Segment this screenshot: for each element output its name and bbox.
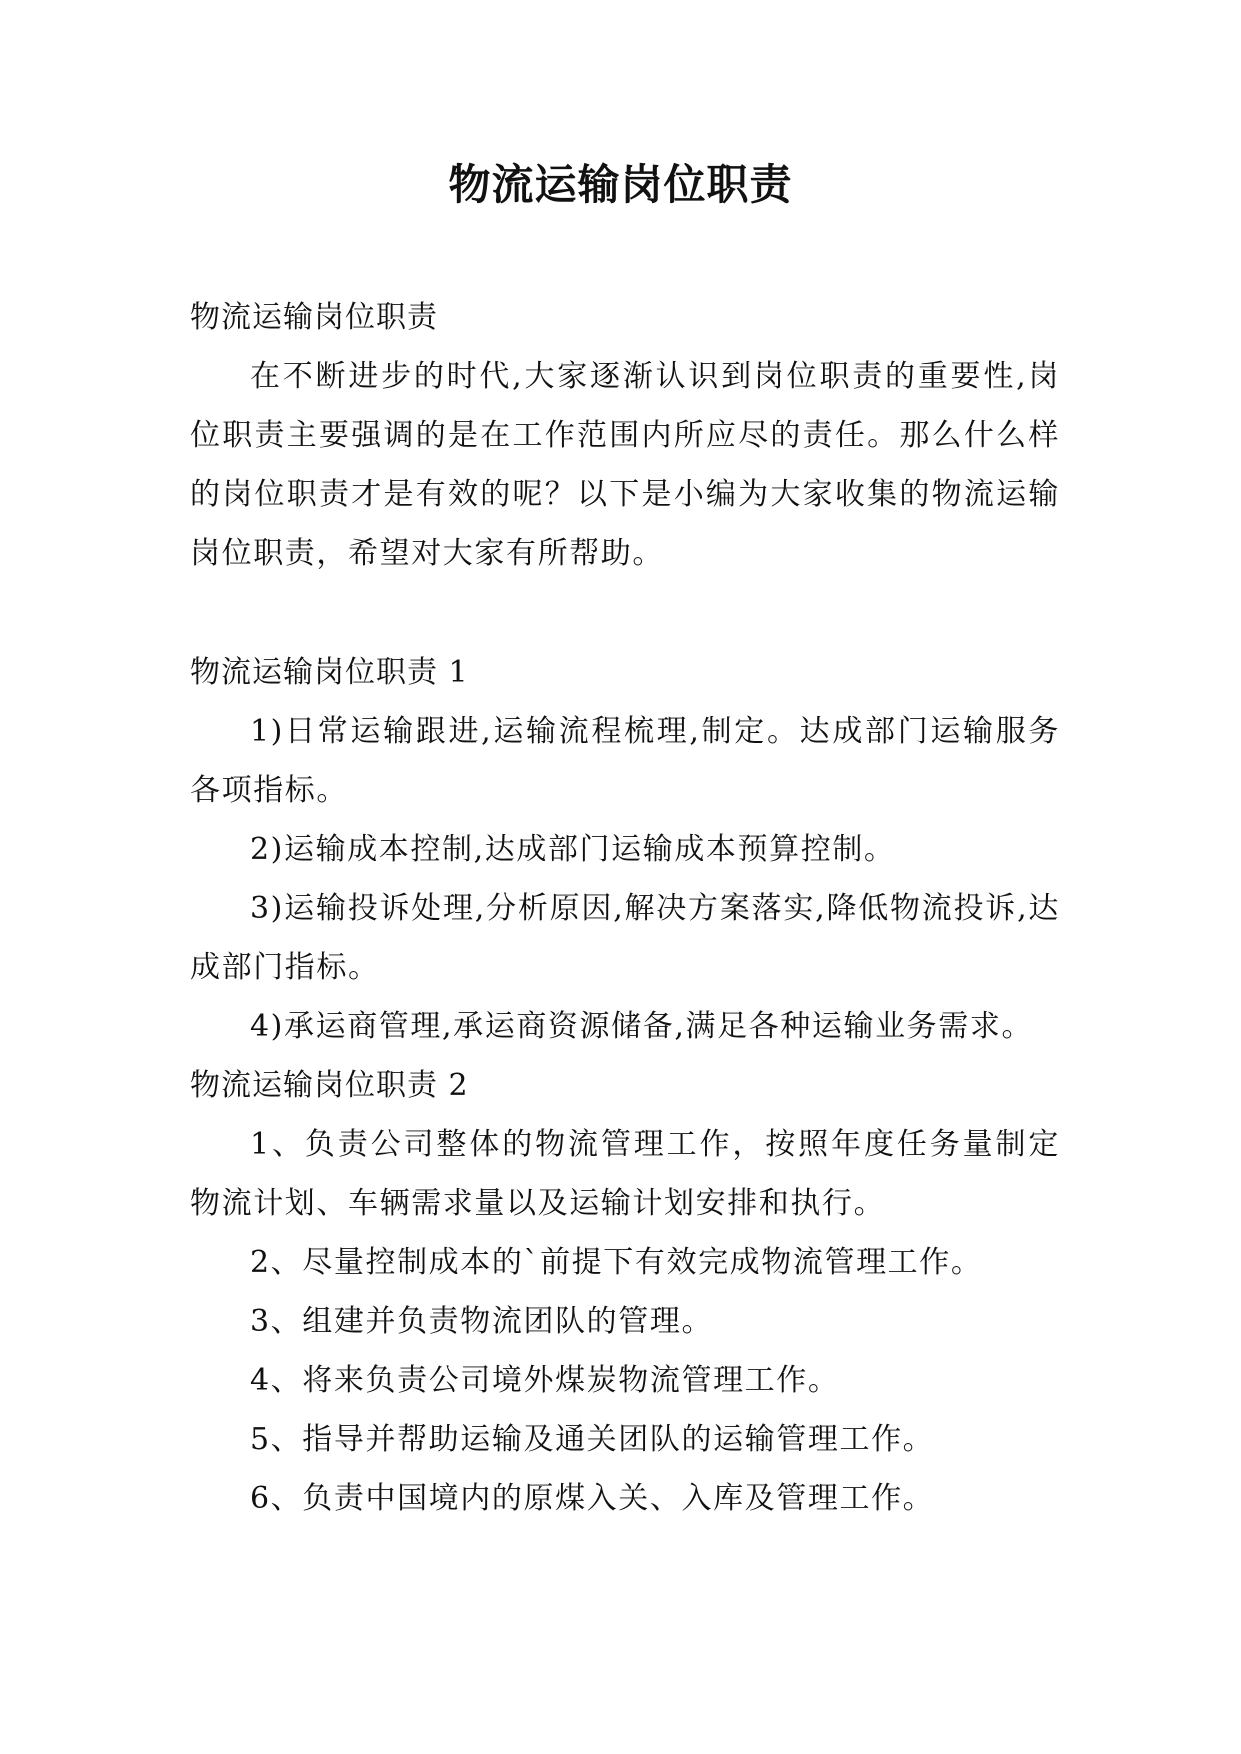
section-2-item: 1、负责公司整体的物流管理工作，按照年度任务量制定物流计划、车辆需求量以及运输计划安排和执行。 [190, 1127, 1060, 1221]
intro-paragraph: 在不断进步的时代,大家逐渐认识到岗位职责的重要性,岗位职责主要强调的是在工作范围内所应尽的责任。那么什么样的岗位职责才是有效的呢？以下是小编为大家收集的物流运输岗位职责，希望对大家有所帮助。 [190, 359, 1060, 571]
section-1-heading: 物流运输岗位职责 1 [190, 655, 469, 690]
document-body [190, 288, 1060, 1528]
document-title: 物流运输岗位职责 [448, 160, 793, 209]
section-1-item: 4)承运商管理,承运商资源储备,满足各种运输业务需求。 [250, 1009, 1034, 1044]
intro-heading: 物流运输岗位职责 [190, 300, 438, 335]
section-2-item: 5、指导并帮助运输及通关团队的运输管理工作。 [250, 1422, 935, 1457]
section-2-item: 4、将来负责公司境外煤炭物流管理工作。 [250, 1363, 840, 1398]
section-2-heading: 物流运输岗位职责 2 [190, 1068, 469, 1103]
section-2-item: 6、负责中国境内的原煤入关、入库及管理工作。 [250, 1481, 935, 1516]
section-1-item: 1)日常运输跟进,运输流程梳理,制定。达成部门运输服务各项指标。 [190, 714, 1060, 808]
section-1-item: 2)运输成本控制,达成部门运输成本预算控制。 [250, 832, 896, 867]
section-2-item: 2、尽量控制成本的`前提下有效完成物流管理工作。 [250, 1245, 983, 1280]
section-spacer [190, 583, 1060, 643]
section-1-item: 3)运输投诉处理,分析原因,解决方案落实,降低物流投诉,达成部门指标。 [190, 891, 1060, 985]
section-2-item: 3、组建并负责物流团队的管理。 [250, 1304, 714, 1339]
